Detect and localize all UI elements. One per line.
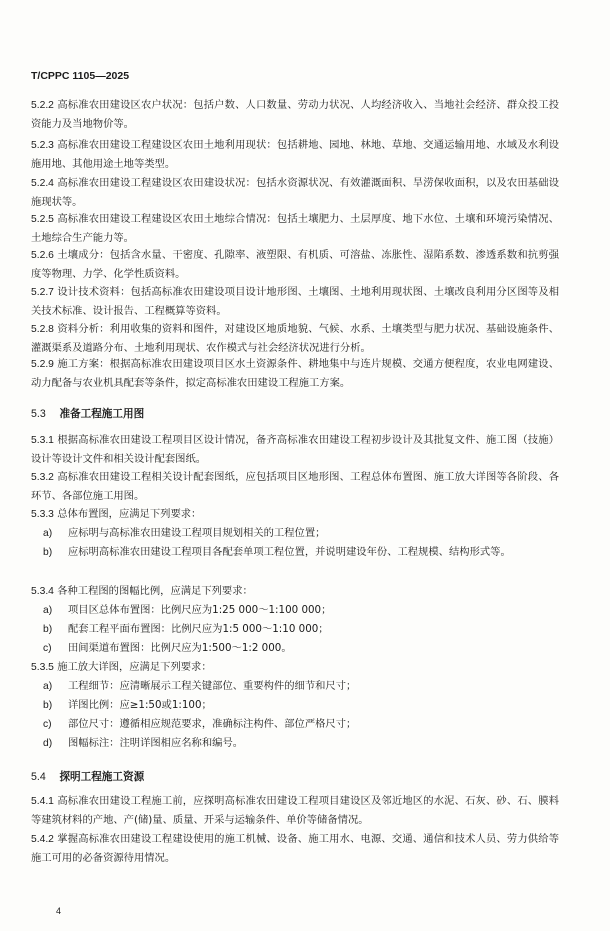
section-number: 5.4 bbox=[31, 771, 46, 783]
list-text: 田间渠道布置图：比例尺应为1:500～1:2 000。 bbox=[68, 642, 292, 654]
section-heading-5-3 bbox=[31, 406, 144, 421]
section-title: 准备工程施工用图 bbox=[59, 408, 145, 420]
clause-5-2-4 bbox=[31, 174, 559, 212]
clause-5-3-4 bbox=[31, 582, 559, 601]
clause-5-2-6 bbox=[31, 246, 559, 284]
clause-text: 施工放大详图，应满足下列要求： bbox=[57, 661, 212, 673]
clause-text: 高标准农田建设区农户状况：包括户数、人口数量、劳动力状况、人均经济收入、当地社会经济、群众投工投资能力及当地物价等。 bbox=[31, 99, 559, 130]
clause-text: 土壤成分：包括含水量、干密度、孔隙率、液塑限、有机质、可溶盐、冻胀性、湿陷系数、渗透系数和抗剪强度等物理、力学、化学性质资料。 bbox=[31, 249, 559, 280]
section-heading-5-4 bbox=[31, 769, 144, 784]
list-item bbox=[43, 620, 563, 639]
list-item bbox=[43, 524, 563, 543]
list-marker: c) bbox=[43, 643, 52, 654]
list-marker: a) bbox=[43, 681, 53, 692]
list-text: 配套工程平面布置图：比例尺应为1:5 000～1:10 000； bbox=[68, 623, 329, 635]
clause-text: 总体布置图，应满足下列要求： bbox=[57, 508, 202, 520]
list-marker: b) bbox=[43, 547, 53, 558]
standard-code: T/CPPC 1105—2025 bbox=[31, 70, 130, 82]
clause-number: 5.2.3 bbox=[31, 140, 54, 151]
clause-5-3-5 bbox=[31, 658, 559, 677]
clause-text: 设计技术资料：包括高标准农田建设项目设计地形图、土壤图、土地利用现状图、土壤改良利用分区图等及相关技术标准、设计报告、工程概算等资料。 bbox=[31, 286, 559, 317]
list-text: 工程细节：应清晰展示工程关键部位、重要构件的细节和尺寸； bbox=[68, 680, 357, 692]
clause-number: 5.2.6 bbox=[31, 250, 54, 261]
list-marker: a) bbox=[43, 528, 53, 539]
clause-5-3-3 bbox=[31, 505, 559, 524]
clause-text: 资料分析：利用收集的资料和图件，对建设区地质地貌、气候、水系、土壤类型与肥力状况、基础设施条件、灌溉渠系及道路分布、土地利用现状、农作模式与社会经济状况进行分析。 bbox=[31, 323, 559, 354]
clause-5-2-5 bbox=[31, 210, 559, 248]
clause-text: 各种工程图的图幅比例，应满足下列要求： bbox=[57, 585, 253, 597]
clause-text: 高标准农田建设工程相关设计配套图纸，应包括项目区地形图、工程总体布置图、施工放大详图等各阶段、各环节、各部位施工用图。 bbox=[31, 471, 559, 502]
clause-text: 掌握高标准农田建设工程建设使用的施工机械、设备、施工用水、电源、交通、通信和技术人员、劳力供给等施工可用的必备资源待用情况。 bbox=[31, 833, 559, 864]
clause-5-4-1 bbox=[31, 792, 559, 830]
list-marker: d) bbox=[43, 738, 53, 749]
list-marker: b) bbox=[43, 624, 53, 635]
list-marker: c) bbox=[43, 719, 52, 730]
clause-5-2-8 bbox=[31, 320, 559, 358]
clause-5-2-3 bbox=[31, 136, 559, 174]
clause-5-3-1 bbox=[31, 431, 559, 469]
clause-number: 5.2.2 bbox=[31, 100, 54, 111]
list-text: 应标明与高标准农田建设工程项目规划相关的工程位置； bbox=[68, 527, 326, 539]
clause-number: 5.3.1 bbox=[31, 435, 54, 446]
list-item bbox=[43, 543, 563, 562]
clause-5-3-2 bbox=[31, 468, 559, 506]
clause-text: 高标准农田建设工程施工前，应探明高标准农田建设工程项目建设区及邻近地区的水泥、石灰、砂、石、膜料等建筑材料的产地、产(储)量、质量、开采与运输条件、单价等储备情况。 bbox=[31, 795, 559, 826]
list-text: 应标明高标准农田建设工程项目各配套单项工程位置，并说明建设年份、工程规模、结构形式等。 bbox=[68, 546, 511, 558]
clause-number: 5.2.8 bbox=[31, 324, 54, 335]
clause-text: 高标准农田建设工程建设区农田土地综合情况：包括土壤肥力、土层厚度、地下水位、土壤和环境污染情况、土地综合生产能力等。 bbox=[31, 213, 559, 244]
clause-text: 根据高标准农田建设工程项目区设计情况，备齐高标准农田建设工程初步设计及其批复文件、施工图（技施）设计等设计文件和相关设计配套图纸。 bbox=[31, 434, 559, 465]
clause-number: 5.3.5 bbox=[31, 662, 54, 673]
section-title: 探明工程施工资源 bbox=[59, 771, 145, 783]
list-marker: a) bbox=[43, 605, 53, 616]
clause-number: 5.4.2 bbox=[31, 834, 54, 845]
clause-number: 5.2.5 bbox=[31, 214, 54, 225]
clause-5-2-9 bbox=[31, 355, 559, 393]
clause-number: 5.3.3 bbox=[31, 509, 54, 520]
clause-number: 5.3.2 bbox=[31, 472, 54, 483]
clause-5-4-2 bbox=[31, 830, 559, 868]
list-item bbox=[43, 677, 563, 696]
list-text: 图幅标注：注明详图相应名称和编号。 bbox=[68, 737, 244, 749]
list-text: 详图比例：应≥1:50或1:100； bbox=[68, 699, 212, 711]
clause-number: 5.2.4 bbox=[31, 178, 54, 189]
page-number: 4 bbox=[56, 906, 62, 916]
list-text: 项目区总体布置图：比例尺应为1:25 000～1:100 000； bbox=[68, 604, 332, 616]
clause-number: 5.3.4 bbox=[31, 586, 54, 597]
clause-number: 5.2.9 bbox=[31, 359, 54, 370]
clause-text: 高标准农田建设工程建设区农田建设状况：包括水资源状况、有效灌溉面积、旱涝保收面积，以及农田基础设施现状等。 bbox=[31, 177, 559, 208]
list-marker: b) bbox=[43, 700, 53, 711]
clause-text: 高标准农田建设工程建设区农田土地利用现状：包括耕地、园地、林地、草地、交通运输用地、水域及水利设施用地、其他用途土地等类型。 bbox=[31, 139, 559, 170]
list-item bbox=[43, 696, 563, 715]
list-text: 部位尺寸：遵循相应规范要求，准确标注构件、部位严格尺寸； bbox=[68, 718, 357, 730]
clause-number: 5.4.1 bbox=[31, 796, 54, 807]
clause-number: 5.2.7 bbox=[31, 287, 54, 298]
list-item bbox=[43, 734, 563, 753]
clause-text: 施工方案：根据高标准农田建设项目区水土资源条件、耕地集中与连片规模、交通方便程度，农业电网建设、动力配备与农业机具配套等条件，拟定高标准农田建设工程施工方案。 bbox=[31, 358, 559, 389]
section-number: 5.3 bbox=[31, 408, 46, 420]
clause-5-2-7 bbox=[31, 283, 559, 321]
list-item bbox=[43, 715, 563, 734]
list-item bbox=[43, 601, 563, 620]
list-item bbox=[43, 639, 563, 658]
clause-5-2-2 bbox=[31, 96, 559, 134]
